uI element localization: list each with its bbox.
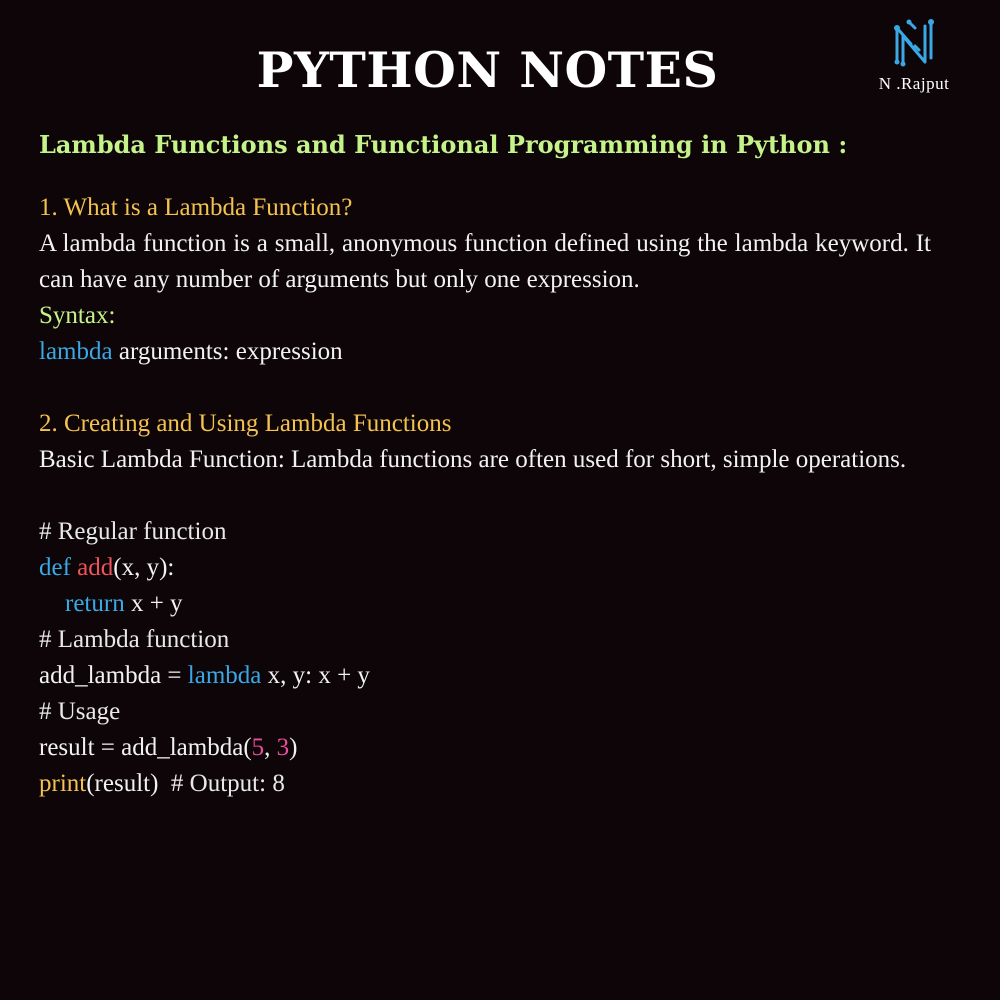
code-def-keyword: def: [39, 554, 71, 581]
code-comment-regular: # Regular function: [39, 518, 227, 545]
code-def-params: (x, y):: [113, 554, 175, 581]
section-subtitle: Lambda Functions and Functional Programming in Python :: [39, 130, 848, 159]
code-assign-rest: x, y: x + y: [261, 662, 370, 689]
brand: [868, 14, 960, 94]
code-print-args: (result): [86, 770, 171, 797]
section2-heading: 2. Creating and Using Lambda Functions: [39, 410, 452, 437]
code-comment-lambda: # Lambda function: [39, 626, 230, 653]
code-comment-usage: # Usage: [39, 698, 121, 725]
code-function-name: add: [77, 554, 114, 581]
code-assign-lhs: add_lambda =: [39, 662, 188, 689]
code-result-line: [39, 730, 931, 766]
spacer: [39, 370, 931, 406]
code-sep: ,: [264, 734, 277, 761]
brand-name: N .Rajput: [878, 74, 950, 93]
notes-content: [39, 190, 931, 802]
code-close: ): [289, 734, 298, 761]
code-print-function: print: [39, 770, 87, 797]
code-def-line: [39, 550, 931, 586]
syntax-label: Syntax:: [39, 302, 116, 329]
code-print-comment: # Output: 8: [170, 770, 285, 797]
section1-heading: 1. What is a Lambda Function?: [39, 194, 353, 221]
spacer: [39, 478, 931, 514]
section1-body: A lambda function is a small, anonymous function defined using the lambda keyword. It can have any number of arguments but only one expression.: [39, 230, 931, 293]
code-result-lhs: result = add_lambda(: [39, 734, 252, 761]
code-assign-line: [39, 658, 931, 694]
page-title: PYTHON NOTES: [256, 41, 719, 99]
code-print-line: [39, 766, 931, 802]
code-lambda-keyword: lambda: [187, 662, 262, 689]
syntax-rest: arguments: expression: [112, 338, 343, 365]
code-arg2: 3: [276, 734, 290, 761]
code-return-line: [39, 586, 931, 622]
syntax-line: [39, 334, 931, 370]
n-circuit-logo-icon: [889, 14, 939, 70]
section2-body: Basic Lambda Function: Lambda functions are often used for short, simple operations.: [39, 446, 907, 473]
code-return-expr: x + y: [124, 590, 183, 617]
code-block: [39, 514, 931, 802]
syntax-keyword: lambda: [39, 338, 113, 365]
code-return-keyword: return: [65, 590, 125, 617]
code-arg1: 5: [251, 734, 265, 761]
